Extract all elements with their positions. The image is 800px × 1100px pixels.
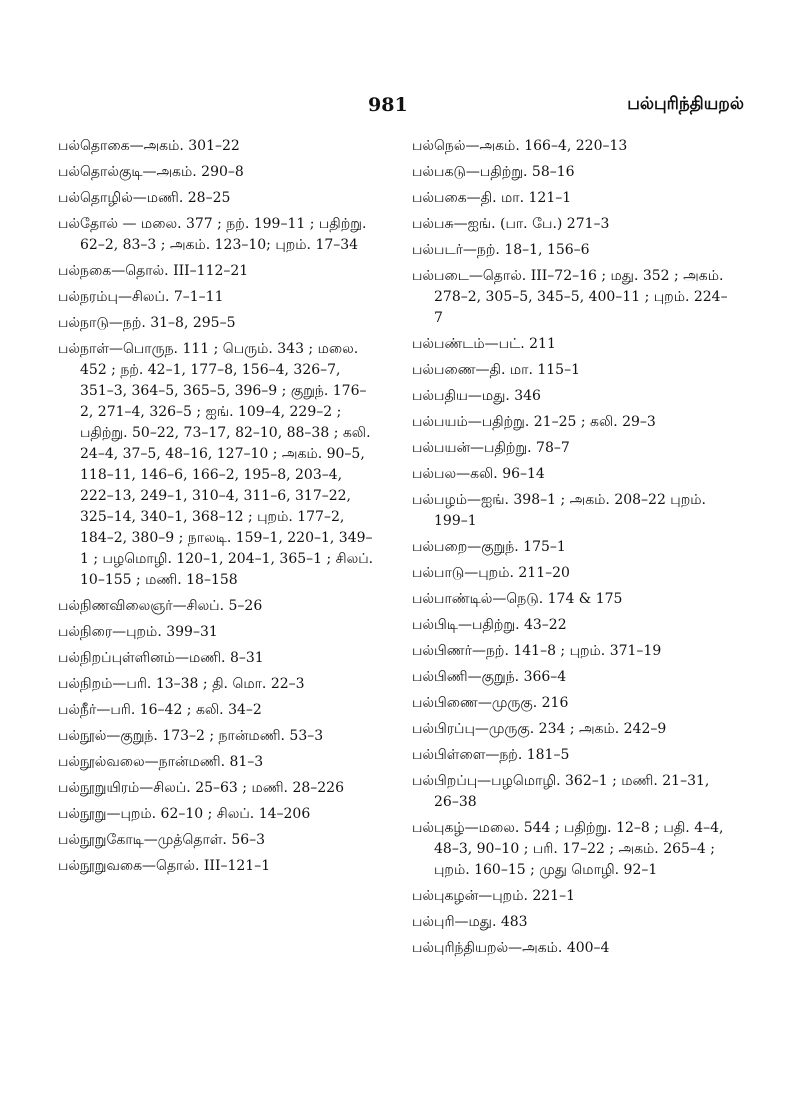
index-entry: பல்பிரப்பு—முருகு. 234 ; அகம். 242–9	[412, 721, 667, 737]
index-entry: பல்நிறம்—பரி. 13–38 ; தி. மொ. 22–3	[58, 676, 305, 692]
index-entry: பல்நிணவிலைஞர்—சிலப். 5–26	[58, 598, 263, 614]
index-entry: பல்நூறுவகை—தொல். III–121–1	[58, 858, 271, 874]
left-column	[58, 136, 378, 882]
right-column	[412, 136, 730, 964]
index-entry: பல்புகழ்—மலை. 544 ; பதிற்று. 12–8 ; பதி. 4–4, 48–3, 90–10 ; பரி. 17–22 ; அகம். 265–4 ; புறம். 160–15 ; முது மொழி. 92–1	[412, 820, 724, 878]
index-entry: பல்பணை—தி. மா. 115–1	[412, 362, 580, 378]
index-entry: பல்நாடு—நற். 31–8, 295–5	[58, 315, 236, 331]
index-entry: பல்நூறுயிரம்—சிலப். 25–63 ; மணி. 28–226	[58, 780, 344, 796]
index-entry: பல்நெல்—அகம். 166–4, 220–13	[412, 138, 628, 154]
index-entry: பல்பயம்—பதிற்று. 21–25 ; கலி. 29–3	[412, 414, 656, 430]
index-entry: பல்பிணி—குறுந். 366–4	[412, 669, 567, 685]
index-entry: பல்பதிய—மது. 346	[412, 388, 541, 404]
running-title: பல்புரிந்தியறல்	[627, 94, 744, 114]
index-entry: பல்பகடு—பதிற்று. 58–16	[412, 164, 575, 180]
index-entry: பல்பிடி—பதிற்று. 43–22	[412, 617, 567, 633]
index-entry: பல்தொகை—அகம். 301–22	[58, 138, 240, 154]
index-entry: பல்நூல்வலை—நான்மணி. 81–3	[58, 754, 264, 770]
index-entry: பல்நூறு—புறம். 62–10 ; சிலப். 14–206	[58, 806, 311, 822]
page-number: 981	[368, 94, 408, 116]
index-entry: பல்பகை—தி. மா. 121–1	[412, 190, 572, 206]
index-entry: பல்நகை—தொல். III–112–21	[58, 263, 249, 279]
index-entry: பல்பழம்—ஐங். 398–1 ; அகம். 208–22 புறம். 199–1	[412, 492, 706, 529]
index-entry: பல்தொழில்—மணி. 28–25	[58, 190, 231, 206]
index-entry: பல்பிணர்—நற். 141–8 ; புறம். 371–19	[412, 643, 662, 659]
index-entry: பல்படர்—நற். 18–1, 156–6	[412, 242, 590, 258]
page-header	[0, 94, 800, 124]
index-entry: பல்பிணை—முருகு. 216	[412, 695, 569, 711]
index-entry: பல்நாள்—பொருந. 111 ; பெரும். 343 ; மலை. 452 ; நற். 42–1, 177–8, 156–4, 326–7, 351–3, 364–5, 365–5, 396–9 ; குறுந். 176–2, 271–4, 326–5 ; ஐங். 109–4, 229–2 ; பதிற்று. 50–22, 73–17, 82–10, 88–38 ; கலி. 24–4, 37–5, 48–16, 127–10 ; அகம். 90–5, 118–11, 146–6, 166–2, 195–8, 203–4, 222–13, 249–1, 310–4, 311–6, 317–22, 325–14, 340–1, 368–12 ; புறம். 177–2, 184–2, 380–9 ; நாலடி. 159–1, 220–1, 349–1 ; பழமொழி. 120–1, 204–1, 365–1 ; சிலப். 10–155 ; மணி. 18–158	[58, 341, 374, 588]
index-entry: பல்நூல்—குறுந். 173–2 ; நான்மணி. 53–3	[58, 728, 324, 744]
index-entry: பல்நிரை—புறம். 399–31	[58, 624, 218, 640]
index-entry: பல்தொல்குடி—அகம். 290–8	[58, 164, 244, 180]
index-entry: பல்பசு—ஐங். (பா. பே.) 271–3	[412, 216, 610, 232]
index-entry: பல்தோல் — மலை. 377 ; நற். 199–11 ; பதிற்று. 62–2, 83–3 ; அகம். 123–10; புறம். 17–34	[58, 216, 367, 253]
index-entry: பல்நரம்பு—சிலப். 7–1–11	[58, 289, 224, 305]
index-entry: பல்நீர்—பரி. 16–42 ; கலி. 34–2	[58, 702, 262, 718]
index-entry: பல்பாடு—புறம். 211–20	[412, 565, 570, 581]
index-entry: பல்பாண்டில்—நெடு. 174 & 175	[412, 591, 623, 607]
index-entry: பல்பிறப்பு—பழமொழி. 362–1 ; மணி. 21–31, 26–38	[412, 773, 710, 810]
index-entry: பல்படை—தொல். III–72–16 ; மது. 352 ; அகம். 278–2, 305–5, 345–5, 400–11 ; புறம். 224–7	[412, 268, 728, 326]
index-entry: பல்பிள்ளை—நற். 181–5	[412, 747, 570, 763]
index-entry: பல்நூறுகோடி—முத்தொள். 56–3	[58, 832, 266, 848]
index-entry: பல்பல—கலி. 96–14	[412, 466, 545, 482]
index-entry: பல்பறை—குறுந். 175–1	[412, 539, 566, 555]
index-entry: பல்பயன்—பதிற்று. 78–7	[412, 440, 570, 456]
index-entry: பல்புரிந்தியறல்—அகம். 400–4	[412, 940, 610, 956]
index-entry: பல்புரி—மது. 483	[412, 914, 528, 930]
index-entry: பல்பண்டம்—பட். 211	[412, 336, 556, 352]
index-entry: பல்புகழன்—புறம். 221–1	[412, 888, 575, 904]
index-entry: பல்நிறப்புள்ளினம்—மணி. 8–31	[58, 650, 264, 666]
